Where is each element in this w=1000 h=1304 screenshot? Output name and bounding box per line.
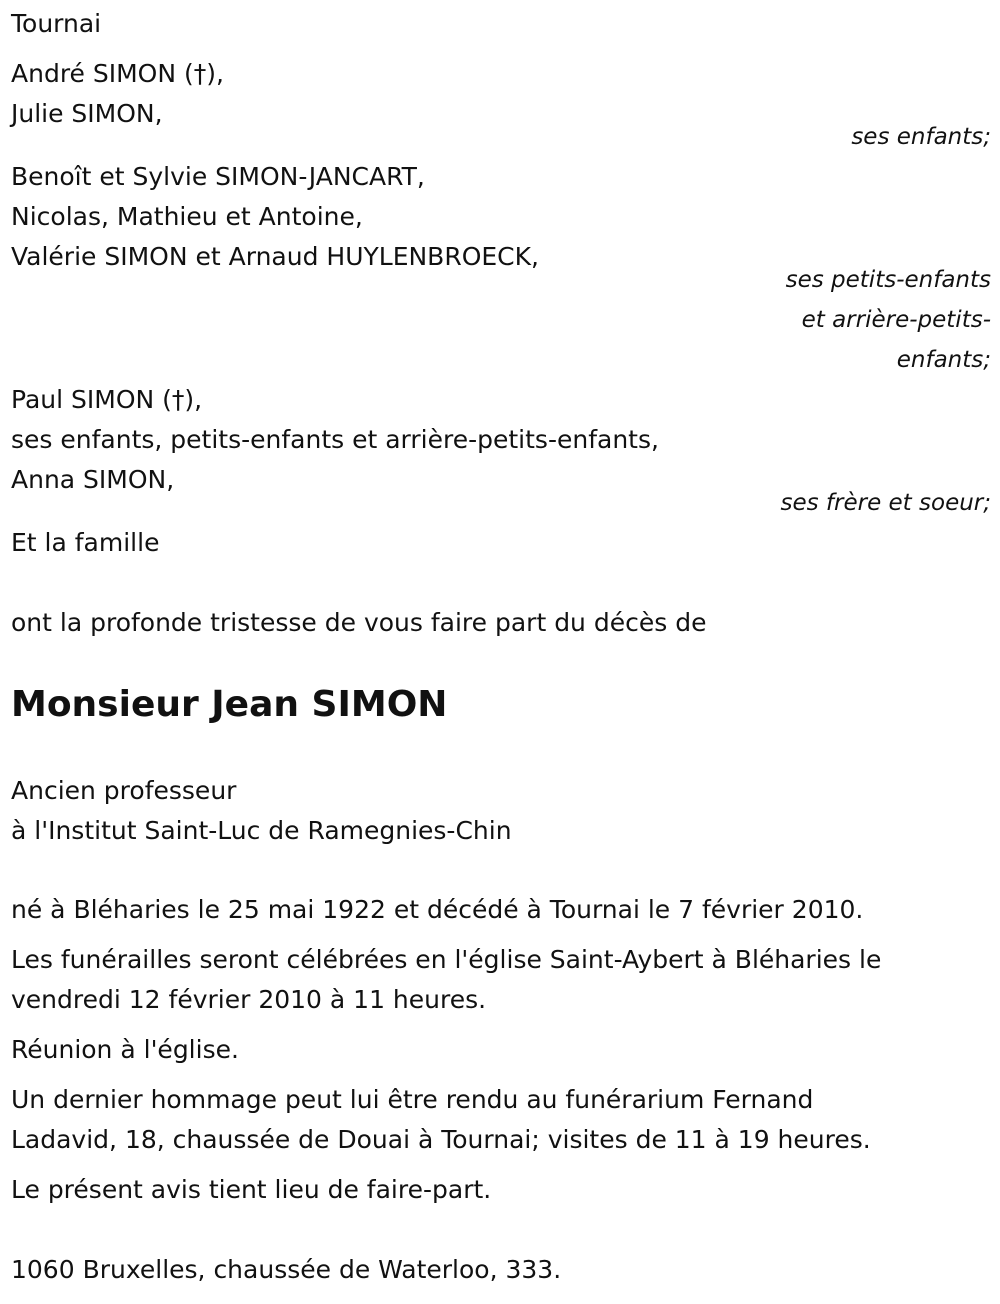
- funeral-line: Les funérailles seront célébrées en l'église Saint-Aybert à Bléharies le: [11, 945, 882, 974]
- homage-line: Ladavid, 18, chaussée de Douai à Tournai; visites de 11 à 19 heures.: [11, 1125, 871, 1154]
- child-name: André SIMON (†),: [11, 59, 224, 88]
- obituary-notice: [11, 0, 991, 1304]
- occupation: [11, 771, 512, 851]
- siblings-section: [11, 380, 659, 500]
- grandchild-name: Nicolas, Mathieu et Antoine,: [11, 202, 363, 231]
- grandchildren-role-line: enfants;: [896, 347, 991, 373]
- child-name: Julie SIMON,: [11, 99, 163, 128]
- address: 1060 Bruxelles, chaussée de Waterloo, 333.: [11, 1255, 562, 1284]
- notice: Le présent avis tient lieu de faire-part.: [11, 1175, 492, 1204]
- grandchild-name: Benoît et Sylvie SIMON-JANCART,: [11, 162, 425, 191]
- funeral-line: vendredi 12 février 2010 à 11 heures.: [11, 985, 487, 1014]
- birth-death: né à Bléharies le 25 mai 1922 et décédé à Tournai le 7 février 2010.: [11, 895, 864, 924]
- announcement: ont la profonde tristesse de vous faire part du décès de: [11, 608, 707, 637]
- homage-details: [11, 1080, 871, 1160]
- sibling-name: Paul SIMON (†),: [11, 385, 203, 414]
- meeting: Réunion à l'église.: [11, 1035, 239, 1064]
- occupation-line: Ancien professeur: [11, 776, 237, 805]
- children-role: ses enfants;: [851, 124, 991, 150]
- sibling-name: Anna SIMON,: [11, 465, 175, 494]
- occupation-line: à l'Institut Saint-Luc de Ramegnies-Chin: [11, 816, 512, 845]
- family-line: Et la famille: [11, 528, 160, 557]
- funeral-details: [11, 940, 881, 1020]
- sibling-name: ses enfants, petits-enfants et arrière-petits-enfants,: [11, 425, 659, 454]
- location: Tournai: [11, 9, 102, 38]
- grandchild-name: Valérie SIMON et Arnaud HUYLENBROECK,: [11, 242, 539, 271]
- grandchildren-section: [11, 157, 539, 277]
- grandchildren-role-line: ses petits-enfants: [785, 267, 991, 293]
- siblings-role: ses frère et soeur;: [780, 490, 991, 516]
- grandchildren-role: [11, 260, 991, 380]
- deceased-name: Monsieur Jean SIMON: [11, 684, 448, 725]
- homage-line: Un dernier hommage peut lui être rendu au funérarium Fernand: [11, 1085, 814, 1114]
- grandchildren-role-line: et arrière-petits-: [801, 307, 991, 333]
